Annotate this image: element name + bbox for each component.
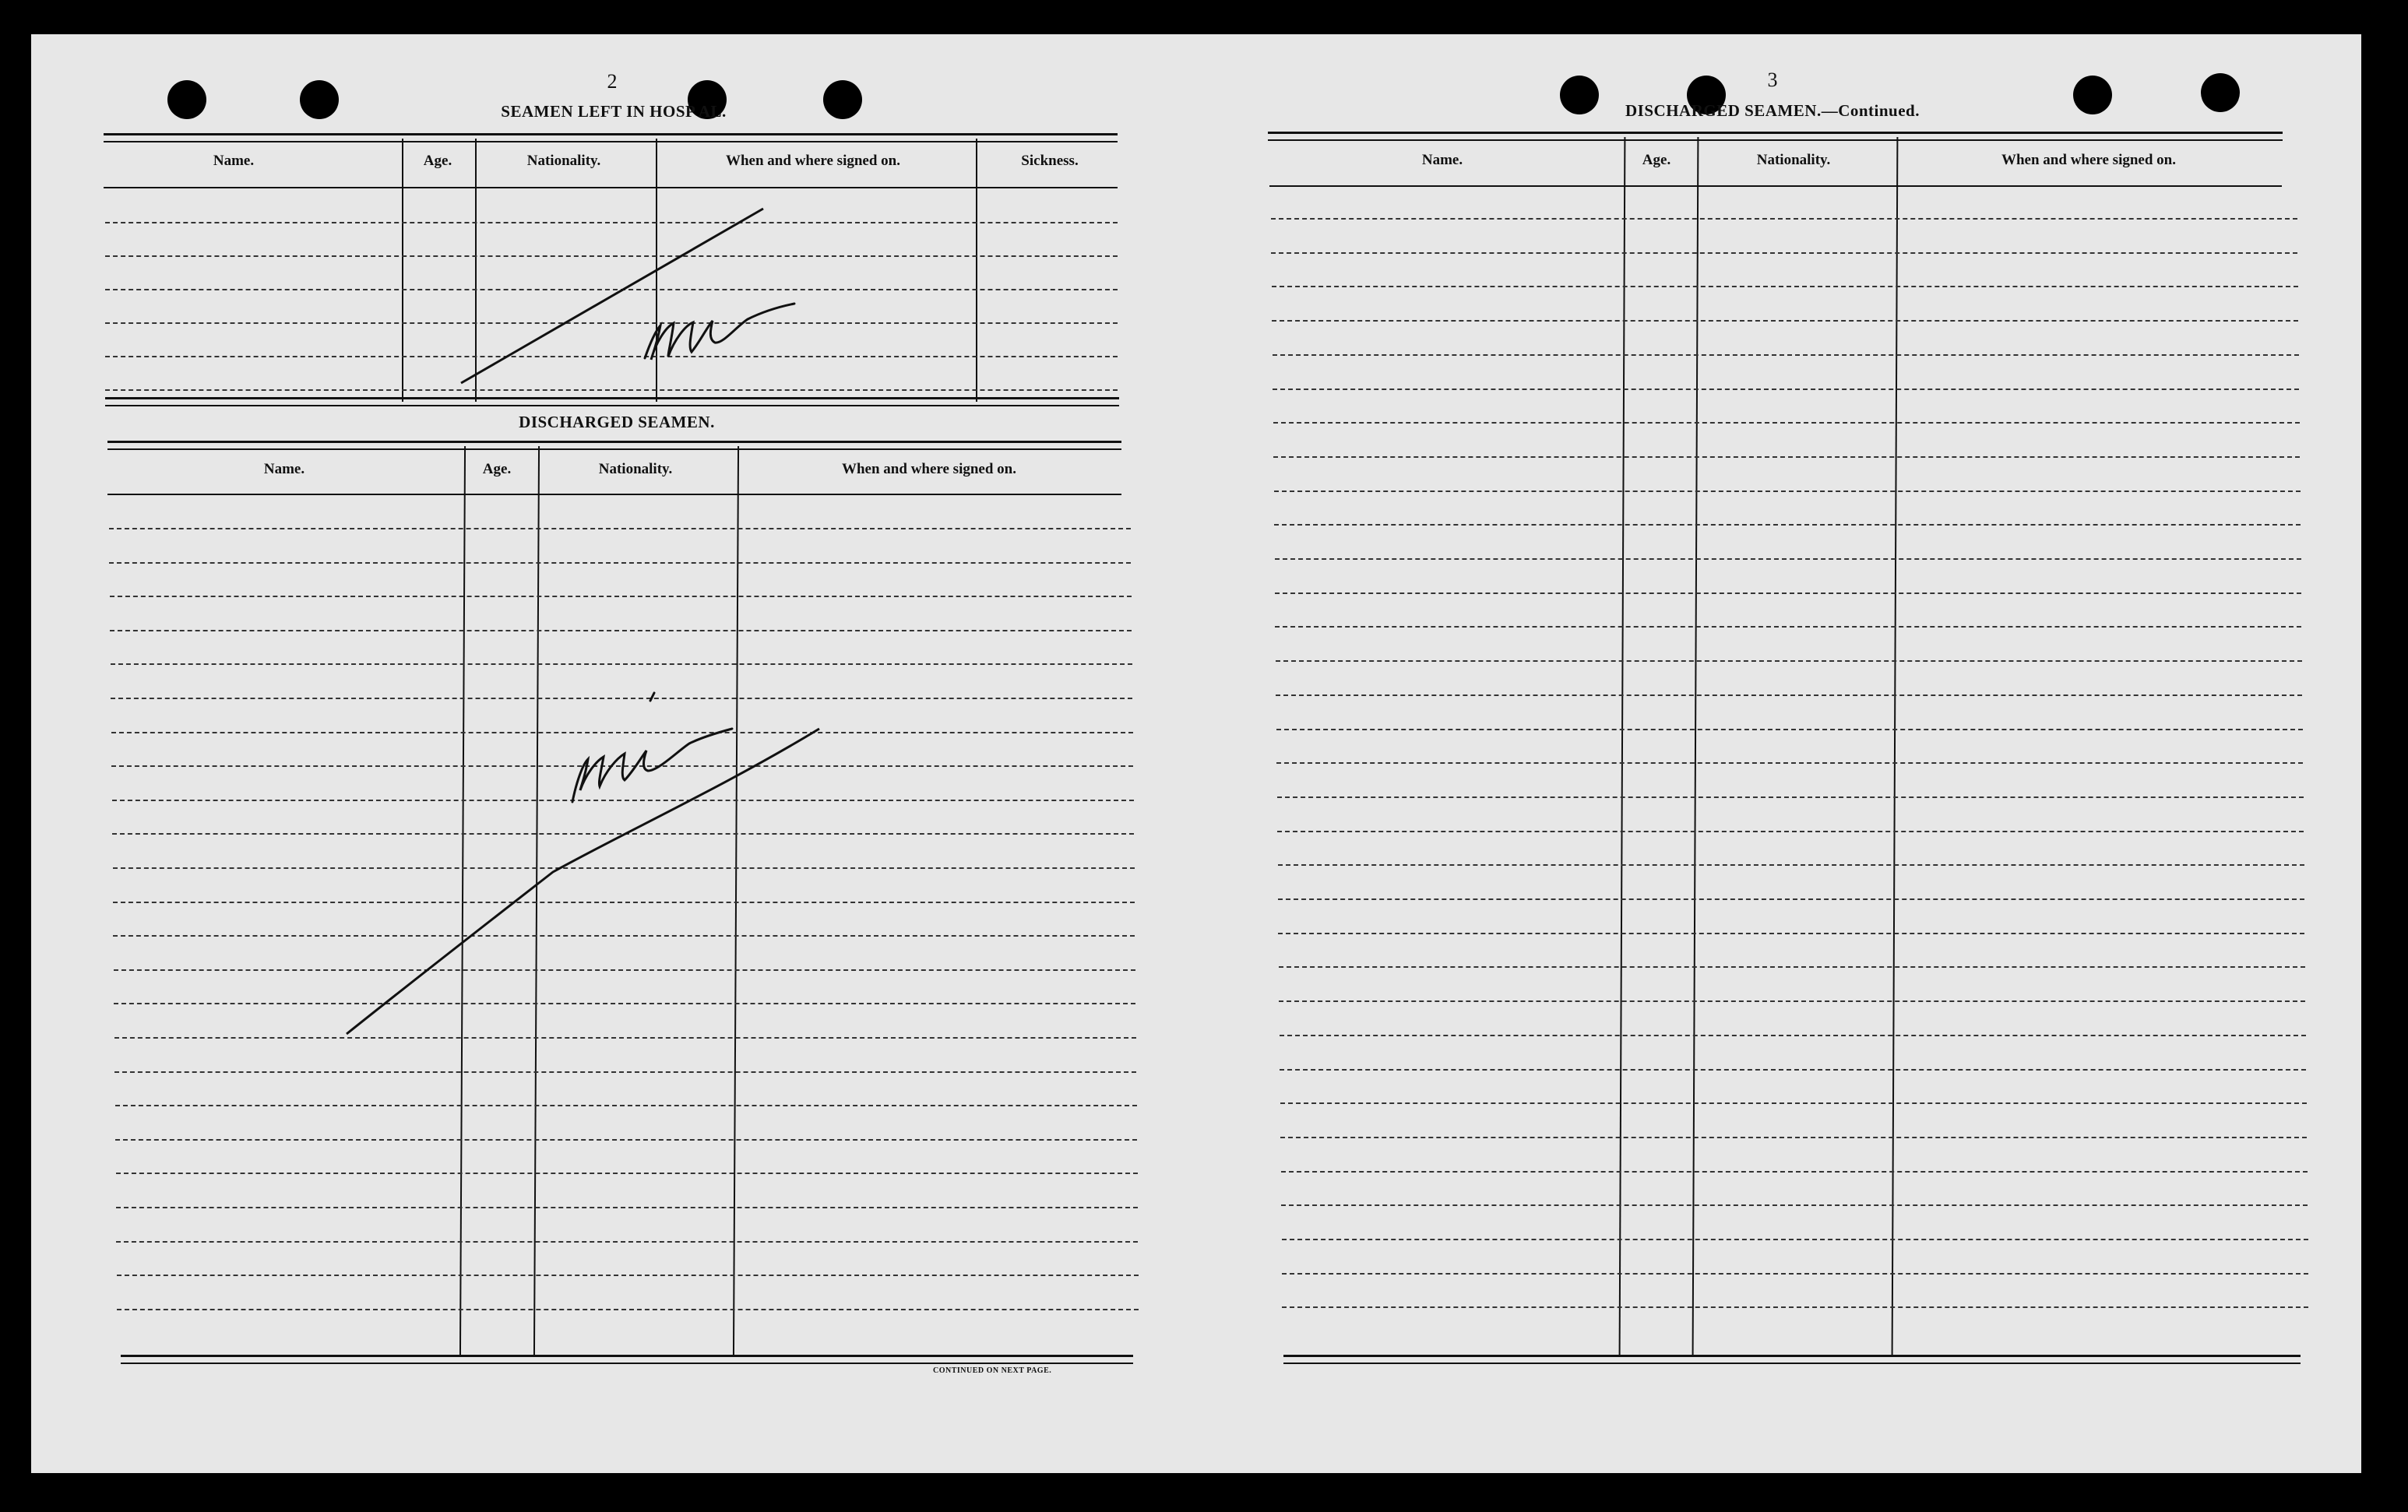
entry-line [1276, 660, 2302, 662]
entry-line [1276, 729, 2303, 730]
table-bottom-rule [1283, 1355, 2301, 1364]
entry-line [117, 1275, 1139, 1276]
entry-line [109, 528, 1131, 529]
punch-hole [2073, 76, 2112, 114]
header-rule [104, 187, 1118, 188]
entry-line [1279, 1000, 2305, 1002]
col-head-name: Name. [263, 461, 305, 477]
col-head-nationality: Nationality. [598, 461, 673, 477]
entry-line [113, 902, 1135, 903]
entry-line [116, 1173, 1138, 1174]
entry-line [105, 389, 1118, 391]
entry-line [1281, 1204, 2308, 1206]
entry-line [1277, 831, 2304, 832]
entry-line [1274, 491, 2301, 492]
header-rule [1269, 185, 2282, 187]
entry-line [1276, 762, 2303, 764]
entry-line [1271, 218, 2297, 220]
entry-line [114, 1003, 1135, 1004]
entry-line [110, 630, 1132, 631]
col-head-age: Age. [423, 153, 452, 169]
entry-line [1273, 456, 2300, 458]
entry-line [113, 935, 1135, 937]
entry-line [116, 1241, 1138, 1243]
page-number: 2 [607, 70, 618, 93]
entry-line [113, 867, 1135, 869]
entry-line [1280, 1137, 2307, 1138]
entry-line [105, 356, 1118, 357]
entry-line [1280, 1035, 2306, 1036]
section-title-hospital: SEAMEN LEFT IN HOSP AL. [501, 102, 727, 121]
entry-line [1272, 286, 2298, 287]
entry-line [114, 1071, 1136, 1073]
column-divider [976, 139, 977, 402]
entry-line [115, 1139, 1137, 1141]
entry-line [112, 800, 1134, 801]
entry-line [110, 596, 1132, 597]
entry-line [111, 698, 1132, 699]
punch-hole [300, 80, 339, 119]
entry-line [109, 562, 1131, 564]
entry-line [114, 969, 1135, 971]
header-rule [107, 494, 1121, 495]
entry-line [1278, 864, 2304, 866]
entry-line [1273, 389, 2299, 390]
col-head-name: Name. [213, 153, 255, 169]
entry-line [105, 289, 1118, 290]
punch-hole [2201, 73, 2240, 112]
entry-line [111, 765, 1133, 767]
entry-line [105, 222, 1118, 223]
punch-hole [167, 80, 206, 119]
table-bottom-rule [121, 1355, 1133, 1364]
entry-line [1271, 252, 2297, 254]
col-head-sickness: Sickness. [1021, 153, 1079, 169]
col-head-nationality: Nationality. [1756, 152, 1831, 168]
entry-line [1282, 1306, 2308, 1308]
col-head-nationality: Nationality. [526, 153, 601, 169]
entry-line [116, 1207, 1138, 1208]
col-head-name: Name. [1421, 152, 1463, 168]
entry-line [115, 1105, 1137, 1106]
entry-line [105, 255, 1118, 257]
entry-line [1279, 966, 2305, 968]
paper-sheet [31, 34, 2361, 1473]
entry-line [105, 322, 1118, 324]
entry-line [1282, 1239, 2308, 1240]
column-divider [656, 139, 657, 402]
entry-line [1275, 592, 2301, 594]
punch-hole [1560, 76, 1599, 114]
col-head-age: Age. [482, 461, 512, 477]
entry-line [117, 1309, 1139, 1310]
entry-line [1273, 422, 2300, 424]
continued-note: CONTINUED ON NEXT PAGE. [933, 1366, 1052, 1375]
entry-line [1278, 898, 2304, 900]
entry-line [1275, 558, 2301, 560]
col-head-signed-on: When and where signed on. [725, 153, 901, 169]
table-top-rule [104, 133, 1118, 142]
col-head-signed-on: When and where signed on. [2001, 152, 2177, 168]
entry-line [1276, 694, 2302, 696]
page-number: 3 [1767, 69, 1778, 91]
punch-hole [823, 80, 862, 119]
entry-line [111, 732, 1133, 733]
entry-line [111, 663, 1132, 665]
section-title-discharged: DISCHARGED SEAMEN. [519, 413, 715, 431]
column-divider [402, 139, 403, 402]
table-top-rule [1268, 132, 2283, 141]
col-head-signed-on: When and where signed on. [841, 461, 1017, 477]
table-bottom-rule [105, 397, 1119, 406]
entry-line [1281, 1171, 2308, 1173]
entry-line [1274, 524, 2301, 526]
entry-line [1282, 1273, 2308, 1275]
section-title-discharged-continued: DISCHARGED SEAMEN.—Continued. [1625, 101, 1920, 120]
entry-line [114, 1037, 1136, 1039]
entry-line [1280, 1069, 2306, 1071]
entry-line [1275, 626, 2301, 628]
entry-line [1277, 796, 2304, 798]
col-head-age: Age. [1642, 152, 1671, 168]
entry-line [1280, 1102, 2307, 1104]
entry-line [1272, 320, 2298, 322]
entry-line [1273, 354, 2299, 356]
table-top-rule [107, 441, 1121, 450]
entry-line [112, 833, 1134, 835]
entry-line [1278, 933, 2304, 934]
column-divider [475, 139, 477, 402]
